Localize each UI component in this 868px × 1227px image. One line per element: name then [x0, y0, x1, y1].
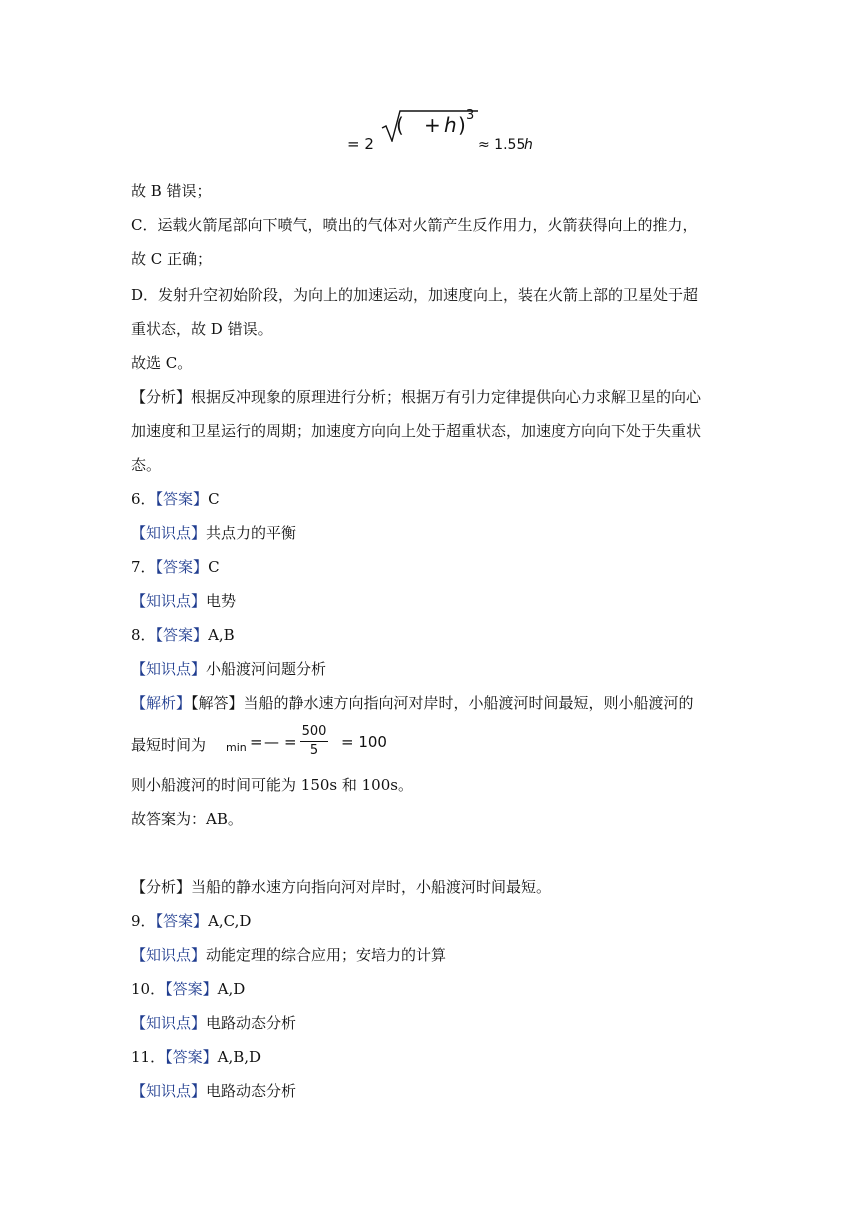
q6-knowledge-point — [131, 523, 296, 543]
formula-approx: ≈ 1.55 — [478, 137, 526, 153]
fraction-bar-empty: — — [264, 733, 279, 751]
analysis-tag: 【分析】 — [131, 878, 192, 896]
min-subscript: min — [226, 741, 247, 754]
analysis-line — [131, 387, 701, 407]
text-line: 故 B 错误； — [131, 182, 212, 200]
q10-answer — [131, 979, 245, 999]
answer-value: A,B — [208, 626, 235, 644]
q9-answer — [131, 911, 251, 931]
analysis-tag: 【分析】 — [131, 388, 192, 406]
analysis-text: 根据反冲现象的原理进行分析；根据万有引力定律提供向心力求解卫星的向心 — [191, 388, 702, 406]
q7-knowledge-point — [131, 591, 236, 611]
q11-knowledge-point — [131, 1081, 296, 1101]
text-line: 则小船渡河的时间可能为 150s 和 100s。 — [131, 776, 413, 794]
numerator-close: ) — [458, 113, 466, 137]
q8-solution — [131, 693, 694, 713]
fraction-bar — [300, 741, 328, 742]
solution-tag: 【解答】 — [191, 694, 244, 712]
knowledge-tag: 【知识点】 — [131, 1082, 207, 1100]
question-number: 11． — [131, 1048, 166, 1066]
knowledge-text: 电势 — [206, 592, 237, 610]
knowledge-text: 动能定理的综合应用；安培力的计算 — [206, 946, 447, 964]
answer-value: A,B,D — [217, 1048, 262, 1066]
equals-1: = — [250, 733, 263, 751]
q9-knowledge-point — [131, 945, 446, 965]
question-number: 9． — [131, 912, 156, 930]
text-line: 态。 — [131, 456, 162, 474]
answer-tag: 【答案】 — [155, 490, 209, 508]
text-line: 故答案为：AB。 — [131, 810, 243, 828]
text-line: 故 C 正确； — [131, 250, 213, 268]
result-equals: = 100 — [341, 733, 387, 751]
answer-value: C — [208, 490, 220, 508]
solution-text: 当船的静水速方向指向河对岸时，小船渡河时间最短，则小船渡河的 — [243, 694, 694, 712]
formula-approx-var: h — [524, 137, 533, 153]
exponent: 3 — [466, 108, 475, 123]
numerator-plus: + — [424, 113, 441, 137]
explanation-tag: 【解析】 — [131, 694, 192, 712]
equals-2: = — [284, 733, 297, 751]
knowledge-tag: 【知识点】 — [131, 1014, 207, 1032]
q8-knowledge-point — [131, 659, 326, 679]
answer-tag: 【答案】 — [155, 912, 209, 930]
text-line: D．发射升空初始阶段，为向上的加速运动，加速度向上，装在火箭上部的卫星处于超 — [131, 286, 699, 304]
question-number: 6． — [131, 490, 156, 508]
text-line: 故选 C。 — [131, 354, 193, 372]
min-time-label: 最短时间为 — [131, 736, 207, 754]
q6-answer — [131, 489, 220, 509]
q7-answer — [131, 557, 220, 577]
question-number: 7． — [131, 558, 156, 576]
answer-tag: 【答案】 — [165, 1048, 218, 1066]
fraction-numerator: 500 — [301, 724, 327, 739]
answer-tag: 【答案】 — [155, 558, 209, 576]
answer-tag: 【答案】 — [155, 626, 209, 644]
answer-tag: 【答案】 — [165, 980, 218, 998]
formula-prefix: = 2 — [347, 135, 374, 153]
q8-analysis — [131, 877, 551, 897]
knowledge-text: 电路动态分析 — [206, 1014, 297, 1032]
answer-value: C — [208, 558, 220, 576]
question-number: 10． — [131, 980, 166, 998]
text-line: 加速度和卫星运行的周期；加速度方向向上处于超重状态，加速度方向向下处于失重状 — [131, 422, 702, 440]
numerator-open: ( — [396, 113, 404, 137]
numerator-var: h — [444, 113, 457, 137]
question-number: 8． — [131, 626, 156, 644]
q11-answer — [131, 1047, 261, 1067]
knowledge-tag: 【知识点】 — [131, 660, 207, 678]
knowledge-tag: 【知识点】 — [131, 946, 207, 964]
knowledge-text: 小船渡河问题分析 — [206, 660, 327, 678]
answer-value: A,C,D — [208, 912, 252, 930]
analysis-text: 当船的静水速方向指向河对岸时，小船渡河时间最短。 — [191, 878, 552, 896]
fraction-denominator: 5 — [309, 743, 319, 758]
text-line: 重状态，故 D 错误。 — [131, 320, 273, 338]
knowledge-tag: 【知识点】 — [131, 524, 207, 542]
knowledge-text: 电路动态分析 — [206, 1082, 297, 1100]
q8-answer — [131, 625, 235, 645]
answer-value: A,D — [217, 980, 246, 998]
q10-knowledge-point — [131, 1013, 296, 1033]
knowledge-tag: 【知识点】 — [131, 592, 207, 610]
text-line: C．运载火箭尾部向下喷气，喷出的气体对火箭产生反作用力，火箭获得向上的推力， — [131, 216, 698, 234]
knowledge-text: 共点力的平衡 — [206, 524, 297, 542]
